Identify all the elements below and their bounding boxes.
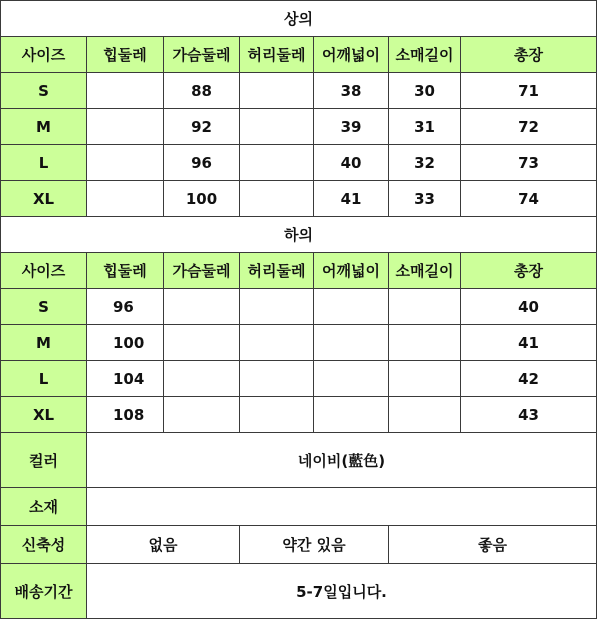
bottom-header-hip: 힙둘레 [87,253,164,289]
table-row [1,73,597,109]
sleeve-cell [389,325,461,361]
table-row [1,109,597,145]
stretch-option-good: 좋음 [389,526,597,564]
waist-cell [240,325,314,361]
waist-cell [240,73,314,109]
bottom-header-size: 사이즈 [1,253,87,289]
table-row [1,361,597,397]
material-value [87,488,597,526]
shoulder-cell: 41 [314,181,389,217]
hip-cell [87,73,164,109]
table-row [1,325,597,361]
length-cell: 41 [461,325,597,361]
size-cell: L [1,361,87,397]
bottom-header-shoulder: 어깨넓이 [314,253,389,289]
shipping-value: 5-7일입니다. [87,564,597,619]
hip-cell [87,145,164,181]
length-cell: 71 [461,73,597,109]
shoulder-cell [314,397,389,433]
waist-cell [240,397,314,433]
waist-cell [240,145,314,181]
sleeve-cell: 31 [389,109,461,145]
length-cell: 73 [461,145,597,181]
shoulder-cell [314,325,389,361]
waist-cell [240,109,314,145]
table-row [1,397,597,433]
top-header-shoulder: 어깨넓이 [314,37,389,73]
shoulder-cell: 40 [314,145,389,181]
top-header-hip: 힙둘레 [87,37,164,73]
size-cell: S [1,289,87,325]
shoulder-cell [314,289,389,325]
top-header-waist: 허리둘레 [240,37,314,73]
top-header-length: 총장 [461,37,597,73]
material-label: 소재 [1,488,87,526]
sleeve-cell: 32 [389,145,461,181]
stretch-option-slight: 약간 있음 [240,526,389,564]
shoulder-cell: 38 [314,73,389,109]
stretch-option-none: 없음 [87,526,240,564]
sleeve-cell: 33 [389,181,461,217]
length-cell: 40 [461,289,597,325]
stretch-label: 신축성 [1,526,87,564]
chest-cell [164,397,240,433]
chest-cell [164,289,240,325]
chest-cell: 88 [164,73,240,109]
bottom-header-chest: 가슴둘레 [164,253,240,289]
table-row [1,145,597,181]
table-row [1,289,597,325]
size-cell: XL [1,397,87,433]
chest-cell: 96 [164,145,240,181]
chest-cell [164,325,240,361]
hip-cell: 104 [87,361,164,397]
bottom-section-title: 하의 [1,217,597,253]
sleeve-cell [389,397,461,433]
size-cell: S [1,73,87,109]
hip-cell: 96 [87,289,164,325]
hip-cell [87,109,164,145]
waist-cell [240,181,314,217]
size-cell: XL [1,181,87,217]
top-section-title: 상의 [1,1,597,37]
hip-cell [87,181,164,217]
top-header-size: 사이즈 [1,37,87,73]
sleeve-cell [389,289,461,325]
sleeve-cell [389,361,461,397]
chest-cell: 92 [164,109,240,145]
top-header-chest: 가슴둘레 [164,37,240,73]
sleeve-cell: 30 [389,73,461,109]
bottom-header-sleeve: 소매길이 [389,253,461,289]
bottom-header-waist: 허리둘레 [240,253,314,289]
size-cell: M [1,109,87,145]
hip-cell: 108 [87,397,164,433]
chest-cell [164,361,240,397]
length-cell: 43 [461,397,597,433]
table-row [1,181,597,217]
size-cell: M [1,325,87,361]
shipping-label: 배송기간 [1,564,87,619]
shoulder-cell: 39 [314,109,389,145]
color-label: 컬러 [1,433,87,488]
shoulder-cell [314,361,389,397]
chest-cell: 100 [164,181,240,217]
length-cell: 42 [461,361,597,397]
size-cell: L [1,145,87,181]
top-header-sleeve: 소매길이 [389,37,461,73]
bottom-header-length: 총장 [461,253,597,289]
length-cell: 72 [461,109,597,145]
waist-cell [240,361,314,397]
color-value: 네이비(藍色) [87,433,597,488]
waist-cell [240,289,314,325]
hip-cell: 100 [87,325,164,361]
length-cell: 74 [461,181,597,217]
